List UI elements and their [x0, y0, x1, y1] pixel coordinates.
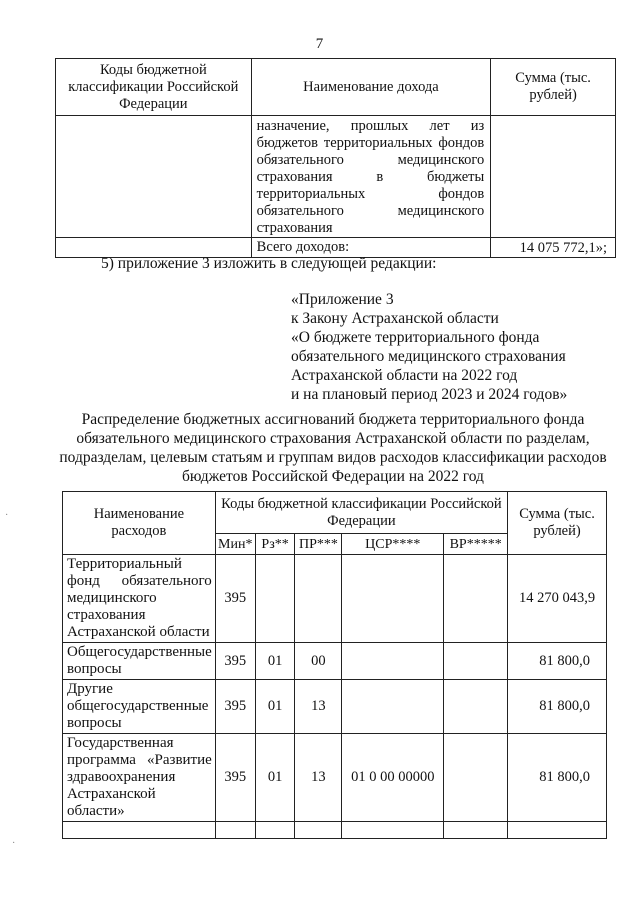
table-row [63, 555, 607, 643]
table-row [63, 680, 607, 734]
header-budget-codes: Коды бюджетной классификации Российской Федерации [215, 492, 507, 534]
row-min: 395 [215, 734, 255, 822]
table-row [63, 643, 607, 680]
row-min: 395 [215, 555, 255, 643]
table-row [63, 734, 607, 822]
income-table [55, 58, 616, 258]
row-pr [295, 555, 342, 643]
appendix-line: обязательного медицинского страхования [291, 348, 566, 365]
appendix-line: «О бюджете территориального фонда [291, 329, 540, 346]
section-title: Распределение бюджетных ассигнований бюджета территориального фонда обязательного медицинского страхования Астраханской области по разделам, подразделам, целевым статьям и группам видов расходов классификации расходов бюджетов Российской Федерации на 2022 год [59, 411, 607, 485]
row-vr [444, 822, 508, 839]
row-sum: 81 800,0 [508, 680, 607, 734]
header-sum: Сумма (тыс. рублей) [491, 59, 616, 116]
scan-speck: · [12, 838, 16, 849]
appendix-line: Астраханской области на 2022 год [291, 367, 518, 384]
row-csr: 01 0 00 00000 [342, 734, 444, 822]
row-csr [342, 643, 444, 680]
row-min [215, 822, 255, 839]
row-name: Территориальный фонд обязательного медицинского страхования Астраханской области [63, 555, 216, 643]
scan-speck: · [5, 510, 9, 521]
row-sum: 81 800,0 [508, 734, 607, 822]
row-rz: 01 [255, 680, 295, 734]
row-rz: 01 [255, 643, 295, 680]
row-rz: 01 [255, 734, 295, 822]
header-budget-codes: Коды бюджетной классификации Российской Федерации [56, 59, 252, 116]
appendix-line: и на плановый период 2023 и 2024 годов» [291, 386, 568, 403]
table-row-empty [63, 822, 607, 839]
table-row [56, 116, 616, 238]
cell-code [56, 116, 252, 238]
row-vr [444, 680, 508, 734]
row-pr: 13 [295, 680, 342, 734]
header-sum: Сумма (тыс. рублей) [508, 492, 607, 555]
table-header-row [56, 59, 616, 116]
subheader-pr: ПР*** [295, 534, 342, 555]
row-vr [444, 643, 508, 680]
cell-continuation-text: назначение, прошлых лет из бюджетов территориальных фондов обязательного медицинского страхования в бюджеты территориальных фондов обязательного медицинского страхования [251, 116, 491, 238]
row-name: Другие общегосударственные вопросы [63, 680, 216, 734]
expenditure-table [62, 491, 607, 839]
amendment-paragraph: 5) приложение 3 изложить в следующей редакции: [101, 255, 437, 272]
row-sum [508, 822, 607, 839]
row-min: 395 [215, 643, 255, 680]
row-name: Государственная программа «Развитие здравоохранения Астраханской области» [63, 734, 216, 822]
header-expense-name: Наименование расходов [63, 492, 216, 555]
subheader-csr: ЦСР**** [342, 534, 444, 555]
row-vr [444, 734, 508, 822]
row-csr [342, 680, 444, 734]
row-name: Общегосударственные вопросы [63, 643, 216, 680]
header-income-name: Наименование дохода [251, 59, 491, 116]
total-value: 14 075 772,1»; [491, 238, 616, 258]
row-sum: 81 800,0 [508, 643, 607, 680]
row-csr [342, 555, 444, 643]
page-number: 7 [315, 36, 324, 52]
subheader-rz: Рз** [255, 534, 295, 555]
row-pr: 00 [295, 643, 342, 680]
subheader-min: Мин* [215, 534, 255, 555]
appendix-heading [291, 290, 567, 404]
total-label: Всего доходов: [251, 238, 491, 258]
row-rz [255, 822, 295, 839]
row-csr [342, 822, 444, 839]
row-min: 395 [215, 680, 255, 734]
row-rz [255, 555, 295, 643]
row-name [63, 822, 216, 839]
row-pr: 13 [295, 734, 342, 822]
table-header-row [63, 492, 607, 534]
cell-sum [491, 116, 616, 238]
row-pr [295, 822, 342, 839]
subheader-vr: ВР***** [444, 534, 508, 555]
row-sum: 14 270 043,9 [508, 555, 607, 643]
appendix-line: к Закону Астраханской области [291, 310, 499, 327]
row-vr [444, 555, 508, 643]
appendix-line: «Приложение 3 [291, 291, 394, 308]
